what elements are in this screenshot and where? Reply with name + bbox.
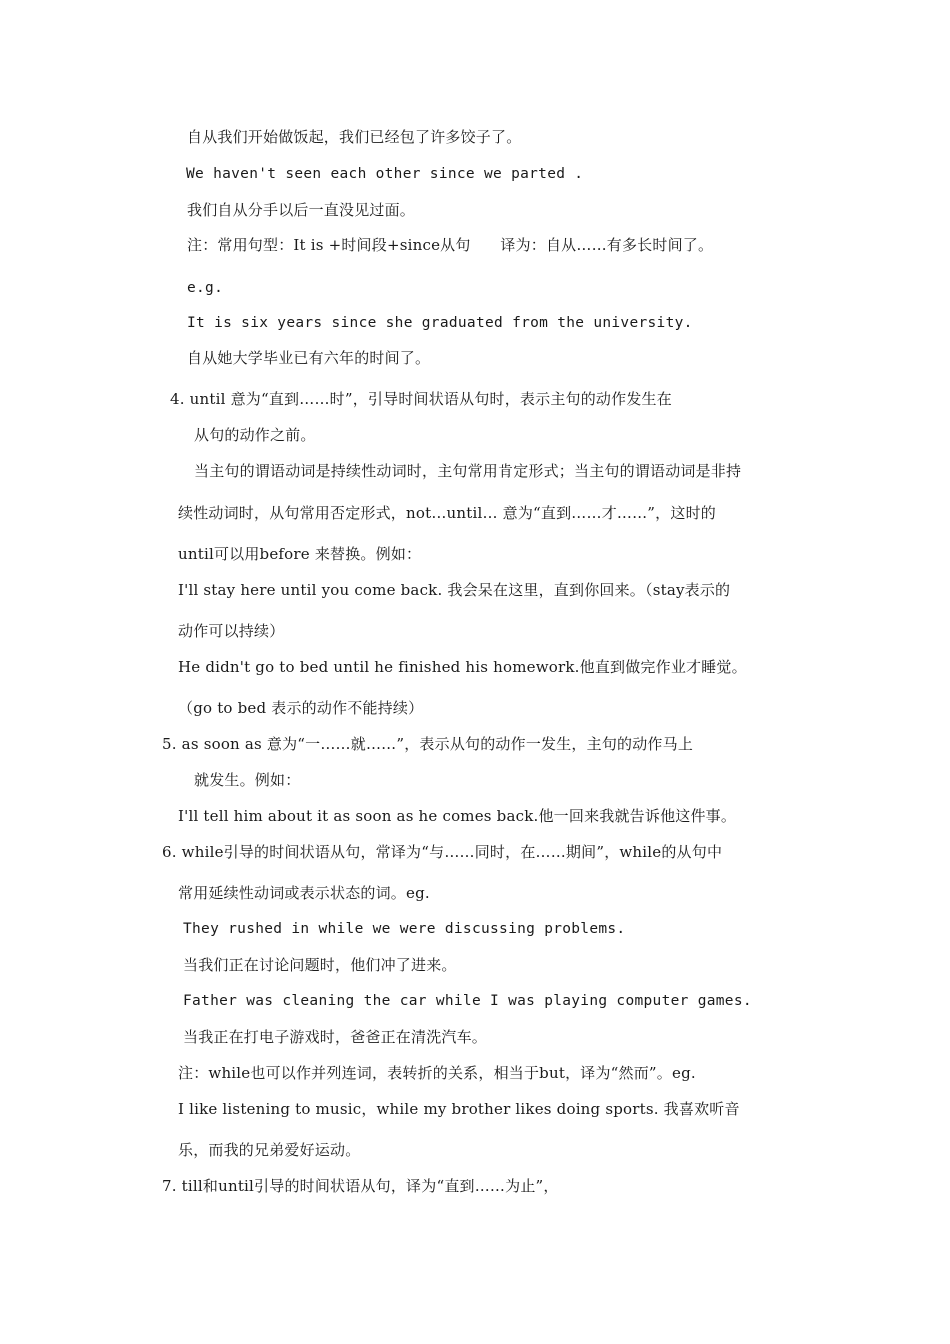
text-line: 常用延续性动词或表示状态的词。eg. <box>178 884 430 902</box>
text-line: It is six years since she graduated from the university. <box>187 315 693 331</box>
text-line: until可以用before 来替换。例如： <box>178 545 422 563</box>
text-line: He didn't go to bed until he finished his homework.他直到做完作业才睡觉。 <box>178 658 747 676</box>
text-line: 我们自从分手以后一直没见过面。 <box>187 201 416 219</box>
note-line: 注：while也可以作并列连词，表转折的关系，相当于but，译为“然而”。eg. <box>178 1064 696 1082</box>
text-line: 就发生。例如： <box>194 771 301 789</box>
section-heading-5: 5. as soon as 意为“一……就……”，表示从句的动作一发生，主句的动作马上 <box>162 735 694 753</box>
text-line: Father was cleaning the car while I was playing computer games. <box>183 993 752 1009</box>
text-line: 动作可以持续） <box>178 622 285 640</box>
text-line: 当我正在打电子游戏时，爸爸正在清洗汽车。 <box>183 1028 488 1046</box>
section-heading-6: 6. while引导的时间状语从句，常译为“与……同时，在……期间”，while的从句中 <box>162 843 723 861</box>
text-line: We haven't seen each other since we parted . <box>186 166 584 182</box>
text-line: 从句的动作之前。 <box>194 426 316 444</box>
text-line: 自从她大学毕业已有六年的时间了。 <box>187 349 431 367</box>
text-line: They rushed in while we were discussing problems. <box>183 921 626 937</box>
text-line: e.g. <box>187 280 224 296</box>
text-line: 当主句的谓语动词是持续性动词时，主句常用肯定形式；当主句的谓语动词是非持 <box>194 462 742 480</box>
section-heading-7: 7. till和until引导的时间状语从句，译为“直到……为止”， <box>162 1177 559 1195</box>
text-line: 续性动词时，从句常用否定形式，not…until… 意为“直到……才……”，这时的 <box>178 504 716 522</box>
text-line: I'll tell him about it as soon as he comes back.他一回来我就告诉他这件事。 <box>178 807 737 825</box>
text-line: （go to bed 表示的动作不能持续） <box>178 699 424 717</box>
text-line: I'll stay here until you come back. 我会呆在这里，直到你回来。（stay表示的 <box>178 581 731 599</box>
text-line: 乐，而我的兄弟爱好运动。 <box>178 1141 361 1159</box>
text-line: 当我们正在讨论问题时，他们冲了进来。 <box>183 956 457 974</box>
text-line: 自从我们开始做饭起，我们已经包了许多饺子了。 <box>187 128 522 146</box>
section-heading-4: 4. until 意为“直到……时”，引导时间状语从句时，表示主句的动作发生在 <box>170 390 672 408</box>
text-line: I like listening to music，while my brother likes doing sports. 我喜欢听音 <box>178 1100 740 1118</box>
note-line: 注：常用句型：It is +时间段+since从句 译为：自从……有多长时间了。 <box>187 236 714 254</box>
